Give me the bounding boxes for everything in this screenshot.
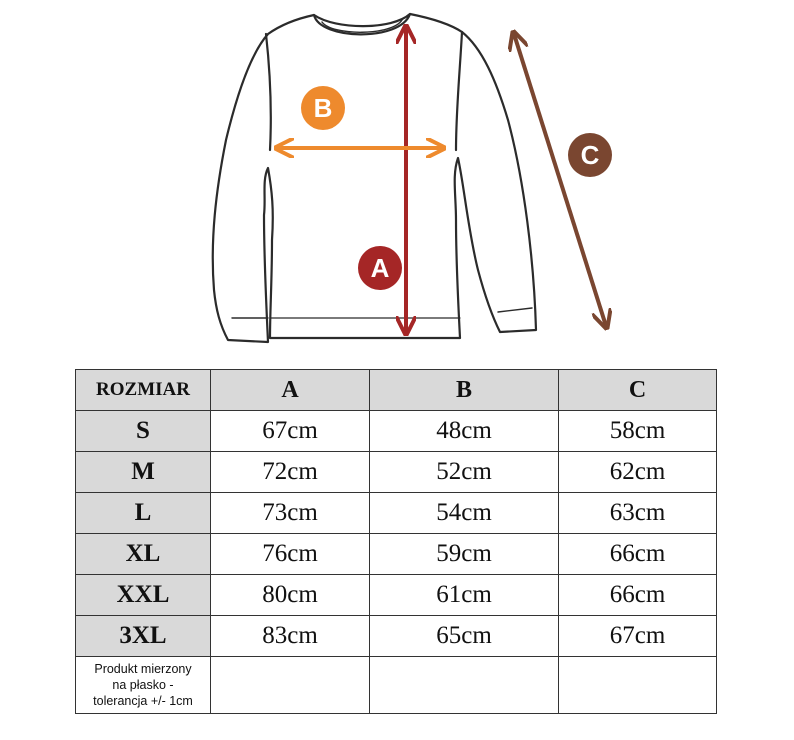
sweater-outline [213,14,536,342]
a-cell: 73cm [211,493,370,534]
a-cell: 67cm [211,411,370,452]
b-cell: 59cm [370,534,559,575]
arrow-c [514,34,606,326]
b-cell: 52cm [370,452,559,493]
b-cell: 61cm [370,575,559,616]
header-a: A [211,370,370,411]
b-cell: 48cm [370,411,559,452]
badge-b-label: B [313,93,333,123]
table-row [76,411,717,452]
a-cell: 72cm [211,452,370,493]
c-cell: 63cm [559,493,717,534]
table-row [76,575,717,616]
table-row [76,493,717,534]
badge-b [301,86,345,130]
table-row [76,534,717,575]
table-row [76,616,717,657]
header-c: C [559,370,717,411]
note-line: tolerancja +/- 1cm [93,694,193,708]
c-cell: 62cm [559,452,717,493]
c-cell: 66cm [559,534,717,575]
note-line: Produkt mierzony [94,662,192,676]
badge-c [568,133,612,177]
size-cell: M [76,452,211,493]
size-cell: 3XL [76,616,211,657]
size-table [75,369,717,714]
b-cell: 65cm [370,616,559,657]
table-header-row [76,370,717,411]
note-row [76,657,717,714]
table-row [76,452,717,493]
a-cell: 76cm [211,534,370,575]
badge-c-label: C [580,140,600,170]
empty-cell [211,657,370,714]
size-cell: XL [76,534,211,575]
size-cell: S [76,411,211,452]
note-line: na płasko - [112,678,174,692]
a-cell: 80cm [211,575,370,616]
badge-a-label: A [370,253,390,283]
measurement-note [76,657,211,714]
badge-a [358,246,402,290]
a-cell: 83cm [211,616,370,657]
header-b: B [370,370,559,411]
size-cell: XXL [76,575,211,616]
sweater-measurement-diagram [0,0,794,360]
c-cell: 66cm [559,575,717,616]
header-size: ROZMIAR [76,370,211,411]
c-cell: 67cm [559,616,717,657]
c-cell: 58cm [559,411,717,452]
empty-cell [370,657,559,714]
empty-cell [559,657,717,714]
b-cell: 54cm [370,493,559,534]
size-cell: L [76,493,211,534]
